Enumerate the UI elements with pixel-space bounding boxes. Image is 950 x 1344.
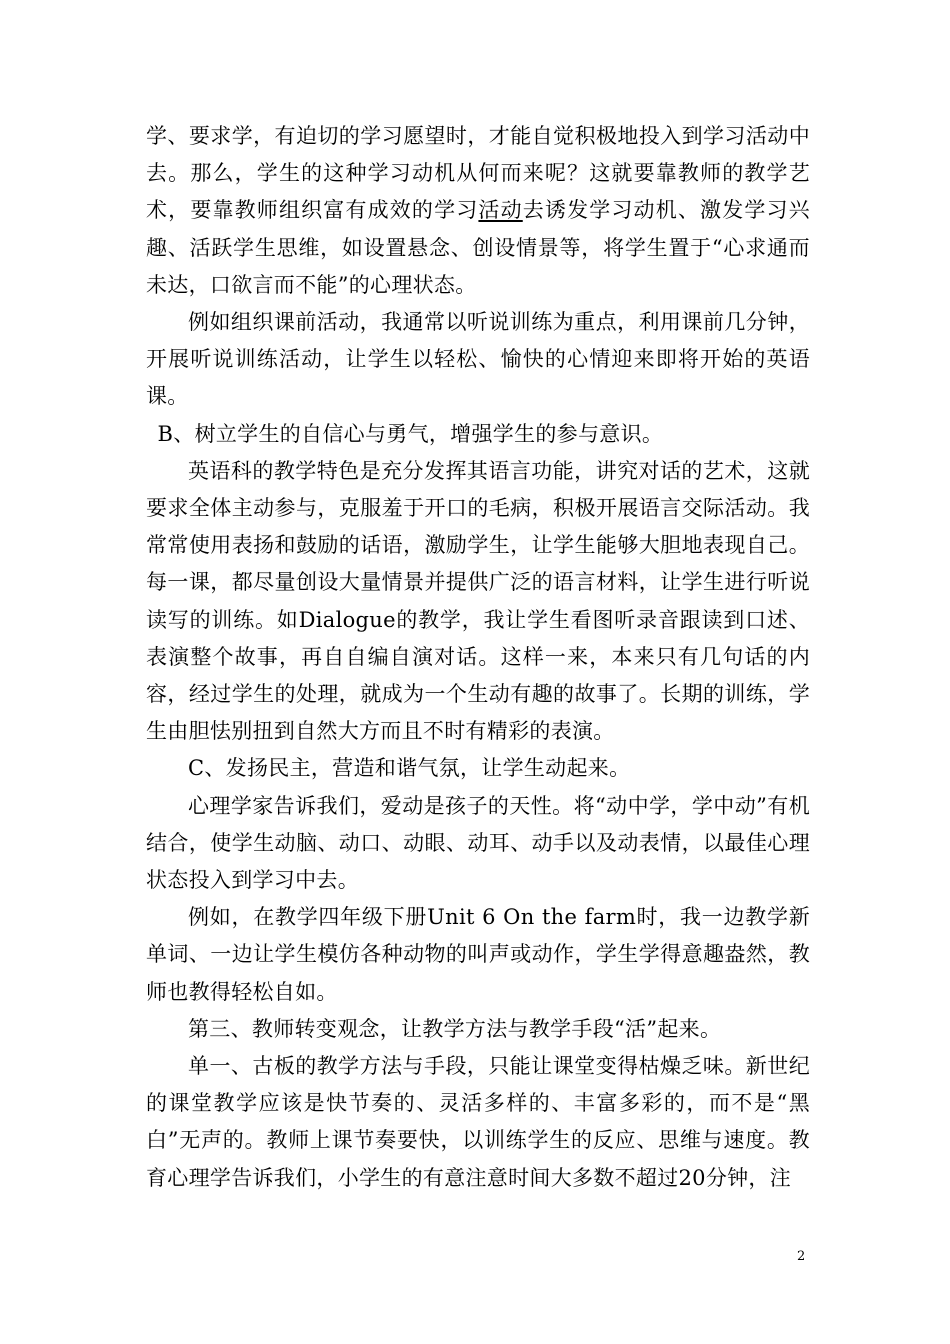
paragraph-1-text-a: 学、要求学，有迫切的学习愿望时，才能自觉积极地投入到学习活动中去。那么，学生的这种学习动机从何而来呢？这就要靠教师的教学艺术，要靠教师组织富有成效的学习 (146, 124, 810, 223)
paragraph-2: 例如组织课前活动，我通常以听说训练为重点，利用课前几分钟，开展听说训练活动，让学生以轻松、愉快的心情迎来即将开始的英语课。 (146, 310, 810, 409)
paragraph-4: 英语科的教学特色是充分发挥其语言功能，讲究对话的艺术，这就要求全体主动参与，克服羞于开口的毛病，积极开展语言交际活动。我常常使用表扬和鼓励的话语，激励学生，让学生能够大胆地表现自己。每一课，都尽量创设大量情景并提供广泛的语言材料，让学生进行听说读写的训练。如Dialogue的教学，我让学生看图听录音跟读到口述、表演整个故事，再自自编自演对话。这样一来，本来只有几句话的内容，经过学生的处理，就成为一个生动有趣的故事了。长期的训练，学生由胆怯别扭到自然大方而且不时有精彩的表演。 (146, 458, 810, 744)
paragraph-6: 心理学家告诉我们，爱动是孩子的天性。将“动中学，学中动”有机结合，使学生动脑、动口、动眼、动耳、动手以及动表情，以最佳心理状态投入到学习中去。 (146, 793, 810, 893)
page-body (146, 118, 810, 1197)
section-heading-c: C、发扬民主，营造和谐气氛，让学生动起来。 (188, 756, 631, 781)
page-number: 2 (797, 1249, 806, 1264)
section-heading-third: 第三、教师转变观念，让教学方法与教学手段“活”起来。 (188, 1016, 722, 1041)
paragraph-7: 例如，在教学四年级下册Unit 6 On the farm时，我一边教学新单词、一边让学生模仿各种动物的叫声或动作，学生学得意趣盎然，教师也教得轻松自如。 (146, 905, 810, 1004)
paragraph-1-text-b: 去诱发学习动机、激发学习兴趣、活跃学生思维，如设置悬念、创设情景等，将学生置于“心求通而未达，口欲言而不能”的心理状态。 (146, 198, 810, 297)
paragraph-1 (146, 118, 810, 304)
paragraph-9: 单一、古板的教学方法与手段，只能让课堂变得枯燥乏味。新世纪的课堂教学应该是快节奏的、灵活多样的、丰富多彩的，而不是“黑白”无声的。教师上课节奏要快，以训练学生的反应、思维与速度。教育心理学告诉我们，小学生的有意注意时间大多数不超过20分钟，注 (146, 1054, 810, 1190)
section-heading-b: B、树立学生的自信心与勇气，增强学生的参与意识。 (157, 421, 664, 446)
underlined-word: 活动 (478, 198, 523, 223)
